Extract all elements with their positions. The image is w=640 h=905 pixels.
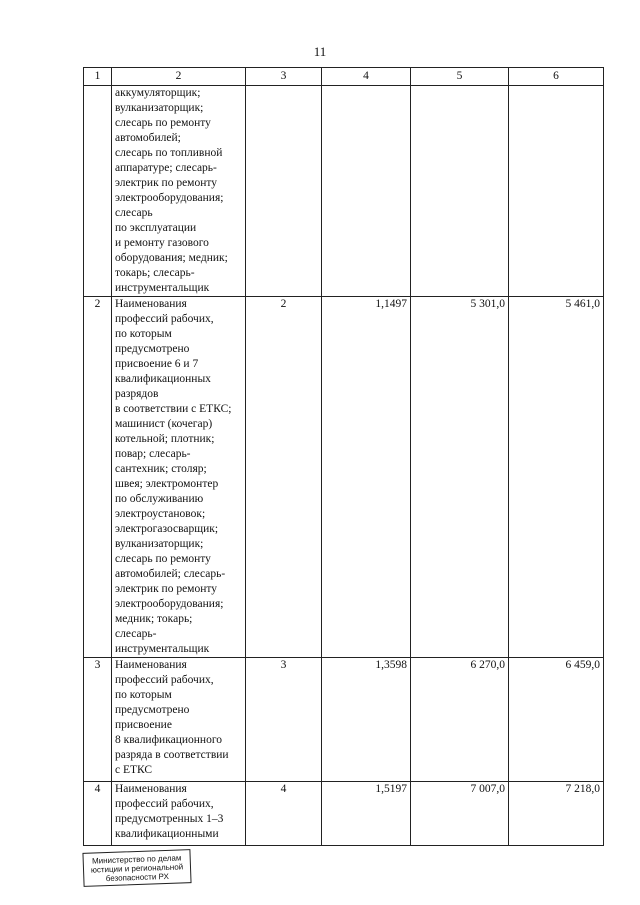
profession-list: Наименования профессий рабочих, по которым предусмотрено присвоение 8 квалификационного разряда в соответствии с ЕТКС bbox=[112, 658, 246, 782]
coefficient: 1,5197 bbox=[322, 782, 411, 846]
row-number bbox=[84, 86, 112, 297]
qualification-group: 2 bbox=[246, 297, 322, 658]
header-col-6: 6 bbox=[509, 68, 604, 86]
table-row bbox=[84, 86, 604, 297]
qualification-group: 4 bbox=[246, 782, 322, 846]
header-row bbox=[84, 68, 604, 86]
header-col-4: 4 bbox=[322, 68, 411, 86]
salary-col-6: 6 459,0 bbox=[509, 658, 604, 782]
table-row bbox=[84, 782, 604, 846]
coefficient: 1,3598 bbox=[322, 658, 411, 782]
profession-list: аккумуляторщик; вулканизаторщик; слесарь по ремонту автомобилей; слесарь по топливной аппаратуре; слесарь- электрик по ремонту электрооборудования; слесарь по эксплуатации и ремонту газового оборудования; медник; токарь; слесарь- инструментальщик bbox=[112, 86, 246, 297]
salary-col-5: 5 301,0 bbox=[411, 297, 509, 658]
salary-col-5 bbox=[411, 86, 509, 297]
salary-col-6 bbox=[509, 86, 604, 297]
header-col-3: 3 bbox=[246, 68, 322, 86]
header-col-2: 2 bbox=[112, 68, 246, 86]
qualification-group: 3 bbox=[246, 658, 322, 782]
profession-list: Наименования профессий рабочих, по которым предусмотрено присвоение 6 и 7 квалификационных разрядов в соответствии с ЕТКС; машинист (кочегар) котельной; плотник; повар; слесарь- сантехник; столяр; швея; электромонтер по обслуживанию электроустановок; электрогазосварщик; вулканизаторщик; слесарь по ремонту автомобилей; слесарь- электрик по ремонту электрооборудования; медник; токарь; слесарь- инструментальщик bbox=[112, 297, 246, 658]
header-col-1: 1 bbox=[84, 68, 112, 86]
salary-col-6: 5 461,0 bbox=[509, 297, 604, 658]
salary-col-5: 7 007,0 bbox=[411, 782, 509, 846]
salary-col-5: 6 270,0 bbox=[411, 658, 509, 782]
row-number: 2 bbox=[84, 297, 112, 658]
tariff-table bbox=[83, 67, 604, 846]
row-number: 4 bbox=[84, 782, 112, 846]
coefficient bbox=[322, 86, 411, 297]
stamp-line: юстиции и региональной bbox=[90, 862, 184, 875]
qualification-group bbox=[246, 86, 322, 297]
table-row bbox=[84, 658, 604, 782]
salary-col-6: 7 218,0 bbox=[509, 782, 604, 846]
stamp-line: Министерство по делам bbox=[91, 853, 182, 866]
header-col-5: 5 bbox=[411, 68, 509, 86]
page-number: 11 bbox=[313, 44, 327, 59]
row-number: 3 bbox=[84, 658, 112, 782]
stamp-line: безопасности РХ bbox=[105, 871, 170, 884]
coefficient: 1,1497 bbox=[322, 297, 411, 658]
ministry-stamp bbox=[82, 849, 191, 887]
table-row bbox=[84, 297, 604, 658]
profession-list: Наименования профессий рабочих, предусмотренных 1–3 квалификационными bbox=[112, 782, 246, 846]
